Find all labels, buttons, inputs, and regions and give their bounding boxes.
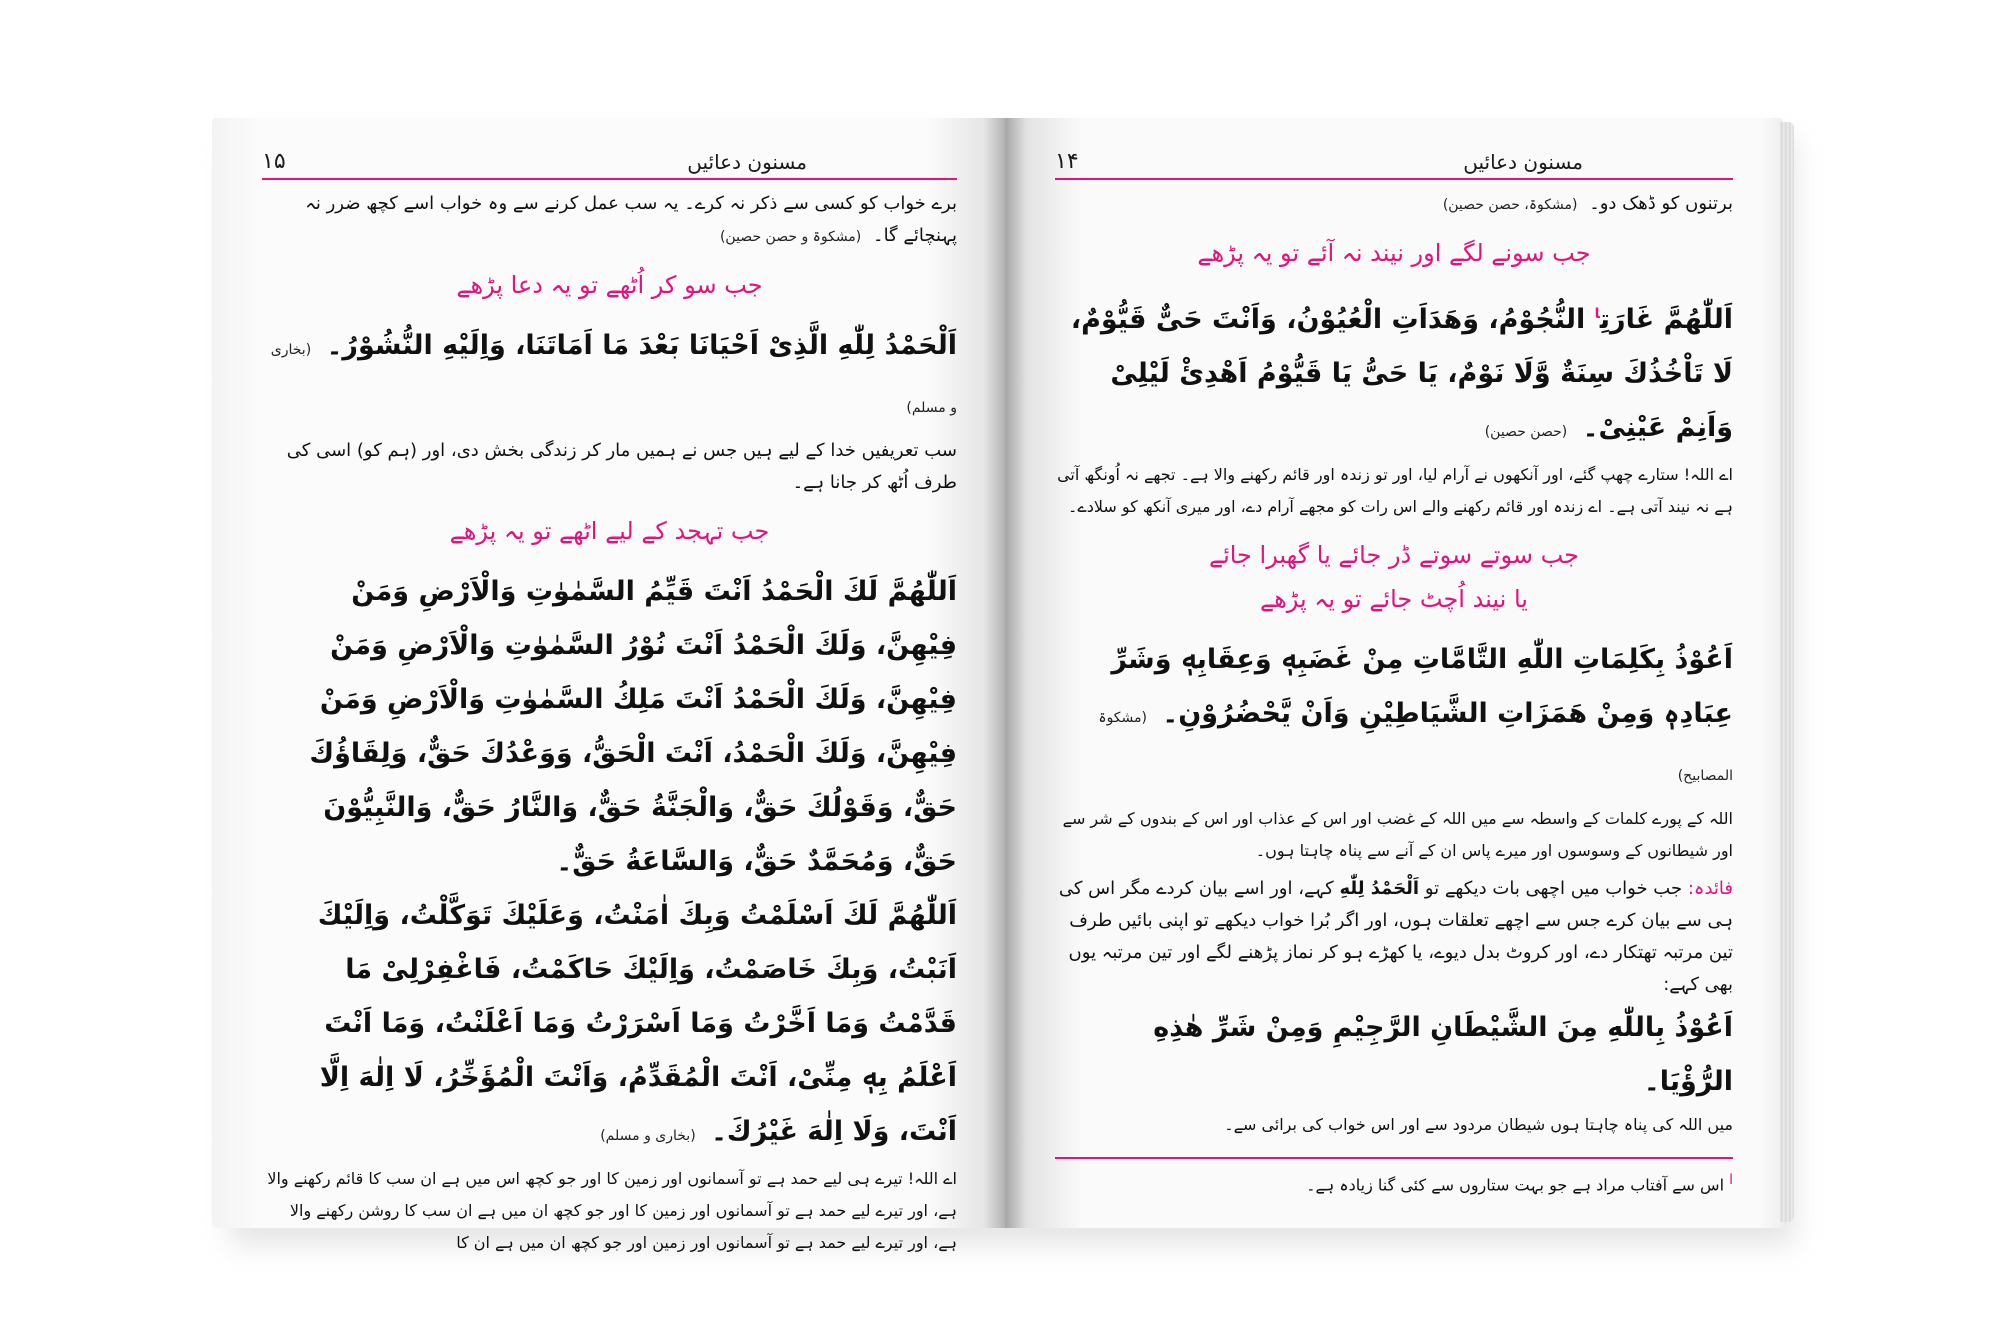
footnote [1055,1165,1733,1200]
continuation-text [1055,188,1733,221]
right-page [1005,118,1783,1228]
right-page-content [1055,188,1733,1195]
dua-arabic-tahajjud-part1: اَللّٰهُمَّ لَكَ الْحَمْدُ اَنْتَ قَیِّمُ السَّمٰوٰتِ وَالْاَرْضِ وَمَنْ فِیْهِنَّ، وَلَكَ الْحَمْدُ اَنْتَ نُوْرُ السَّمٰوٰتِ وَالْاَرْضِ وَمَنْ فِیْهِنَّ، وَلَكَ الْحَمْدُ اَنْتَ مَلِكُ السَّمٰوٰتِ وَالْاَرْضِ وَمَنْ فِیْهِنَّ، وَلَكَ الْحَمْدُ، اَنْتَ الْحَقُّ، وَوَعْدُكَ حَقٌّ، وَلِقَاؤُكَ حَقٌّ، وَقَوْلُكَ حَقٌّ، وَالْجَنَّةُ حَقٌّ، وَالنَّارُ حَقٌّ، وَالنَّبِیُّوْنَ حَقٌّ، وَمُحَمَّدٌ حَقٌّ، وَالسَّاعَةُ حَقٌّ۔ [309,576,957,877]
dua-text-start: اَللّٰهُمَّ غَارَتِ [1599,304,1733,335]
right-page-header [1055,140,1733,180]
running-title: مسنون دعائیں [1463,150,1583,174]
section-heading-sleepless: جب سونے لگے اور نیند نہ آئے تو یہ پڑھے [1197,239,1591,267]
left-page-content [262,188,957,1252]
dua-arabic-waking [262,319,957,435]
dua-translation-fear: اللہ کے پورے کلمات کے واسطہ سے میں اللہ کے غضب اور اس کے عذاب اور اس کے بندوں کے شر سے اور شیطانوں کے وسوسوں اور میرے پاس ان کے آنے سے پناہ چاہتا ہوں۔ [1062,809,1733,860]
footnote-marker: ا [1594,306,1600,322]
benefit-paragraph [1055,873,1733,1001]
section-heading-waking: جب سو کر اُٹھے تو یہ دعا پڑھے [456,271,763,299]
left-page-header [262,140,957,180]
continuation-reference: (مشکوۃ و حصن حصین) [719,229,862,245]
dua-text: اَللّٰهُمَّ لَكَ اَسْلَمْتُ وَبِكَ اٰمَنْتُ، وَعَلَیْكَ تَوَكَّلْتُ، وَاِلَیْكَ اَنَبْتُ، وَبِكَ خَاصَمْتُ، وَاِلَیْكَ حَاكَمْتُ، فَاغْفِرْلِیْ مَا قَدَّمْتُ وَمَا اَخَّرْتُ وَمَا اَسْرَرْتُ وَمَا اَعْلَنْتُ، وَمَا اَنْتَ اَعْلَمُ بِهٖ مِنِّیْ، اَنْتَ الْمُقَدِّمُ، وَاَنْتَ الْمُؤَخِّرُ، لَا اِلٰهَ اِلَّا اَنْتَ، وَلَا اِلٰهَ غَیْرُكَ۔ [317,900,957,1147]
benefit-inline-arabic: اَلْحَمْدُ لِلّٰهِ [1339,878,1420,899]
dua-reference: (بخاری و مسلم) [600,1128,696,1144]
benefit-label: فائدہ: [1687,878,1733,899]
footnote-text: اس سے آفتاب مراد ہے جو بہت ستاروں سے کئی گنا زیادہ ہے۔ [1306,1175,1725,1195]
dua-text: اَلْحَمْدُ لِلّٰهِ الَّذِیْ اَحْیَانَا بَعْدَ مَا اَمَاتَنَا، وَاِلَیْهِ النُّشُوْرُ۔ [326,330,957,361]
continuation-body: برتنوں کو ڈھک دو۔ [1589,193,1733,214]
section-heading-fear-line1: جب سوتے سوتے ڈر جائے یا گھبرا جائے [1209,541,1579,569]
footnote-marker: ا [1729,1172,1733,1188]
benefit-text-start: جب خواب میں اچھی بات دیکھے تو [1424,878,1683,899]
dua-text-rest: النُّجُوْمُ، وَهَدَاَتِ الْعُیُوْنُ، وَاَنْتَ حَیٌّ قَیُّوْمٌ، لَا تَاْخُذُكَ سِنَةٌ وَّلَا نَوْمٌ، یَا حَیُّ یَا قَیُّوْمُ اَهْدِئْ لَیْلِیْ وَاَنِمْ عَیْنِیْ۔ [1070,304,1733,443]
benefit-text-rest: کہے، اور اسے بیان کردے مگر اس کی ہی سے بیان کرے جس سے اچھے تعلقات ہوں، اور اگر بُرا خواب دیکھے تو اپنی بائیں طرف تین مرتبہ تھتکار دے، اور کروٹ بدل دیوے، یا کھڑے ہو کر نماز پڑھنے لگے اور تین مرتبہ یوں بھی کہے: [1058,878,1733,995]
continuation-body: برے خواب کو کسی سے ذکر نہ کرے۔ یہ سب عمل کرنے سے وہ خواب اسے کچھ ضرر نہ پہنچائے گا۔ [305,193,957,246]
section-heading-fear-line2: یا نیند اُچٹ جائے تو یہ پڑھے [1260,585,1528,613]
dua-reference: (حصن حصین) [1484,424,1568,440]
dua-arabic-bad-dream: اَعُوْذُ بِاللّٰهِ مِنَ الشَّیْطَانِ الرَّجِیْمِ وَمِنْ شَرِّ هٰذِهِ الرُّؤْیَا۔ [1153,1012,1733,1097]
page-edges [1780,122,1794,1222]
dua-arabic-tahajjud-part2 [262,889,957,1163]
dua-arabic-fear [1055,633,1733,803]
dua-reference: (بخاری و مسلم) [270,342,957,416]
dua-translation-bad-dream: میں اللہ کی پناہ چاہتا ہوں شیطان مردود سے اور اس خواب کی برائی سے۔ [1224,1115,1733,1134]
continuation-text [262,188,957,253]
book-spine [985,118,1025,1228]
left-page [212,118,1007,1252]
running-title: مسنون دعائیں [687,150,807,174]
dua-arabic-sleepless [1055,287,1733,459]
page-number: ۱۵ [262,149,286,174]
dua-reference: (مشکوۃ المصابیح) [1098,710,1733,784]
continuation-reference: (مشکوۃ، حصن حصین) [1442,197,1578,213]
dua-translation-sleepless: اے اللہ! ستارے چھپ گئے، اور آنکھوں نے آرام لیا، اور تو زندہ اور قائم رکھنے والا ہے۔ تجھے نہ اُونگھ آتی ہے نہ نیند آتی ہے۔ اے زندہ اور قائم رکھنے والے اس رات کو مجھے آرام دے، اور میری آنکھ کو سلادے۔ [1057,465,1733,516]
page-number: ۱۴ [1055,149,1079,174]
dua-translation-tahajjud: اے اللہ! تیرے ہی لیے حمد ہے تو آسمانوں اور زمین کا اور جو کچھ اس میں ہے ان سب کا قائم رکھنے والا ہے، اور تیرے لیے حمد ہے تو آسمانوں اور زمین کا اور جو کچھ ان میں ہے ان سب کا روشن رکھنے والا ہے، اور تیرے لیے حمد ہے تو آسمانوں اور زمین اور جو کچھ ان میں ہے ان کا [267,1169,957,1252]
dua-text: اَعُوْذُ بِكَلِمَاتِ اللّٰهِ التَّامَّاتِ مِنْ غَضَبِهٖ وَعِقَابِهٖ وَشَرِّ عِبَادِهٖ وَمِنْ هَمَزَاتِ الشَّیَاطِیْنِ وَاَنْ یَّحْضُرُوْنِ۔ [1111,644,1733,729]
footnote-divider [1055,1157,1733,1159]
section-heading-tahajjud: جب تہجد کے لیے اٹھے تو یہ پڑھے [449,517,770,545]
dua-translation-waking: سب تعریفیں خدا کے لیے ہیں جس نے ہمیں مار کر زندگی بخش دی، اور (ہم کو) اسی کی طرف اُٹھ کر جانا ہے۔ [286,440,957,493]
